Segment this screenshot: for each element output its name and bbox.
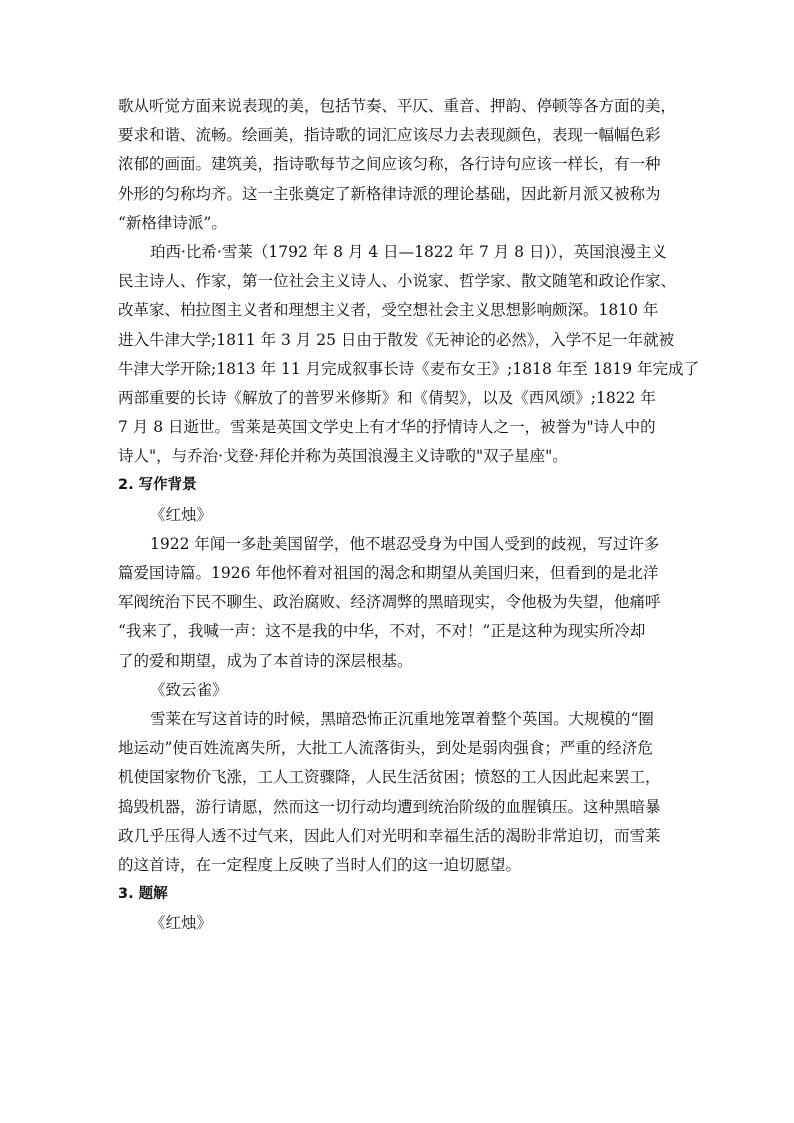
text-line: 浓郁的画面。建筑美，指诗歌每节之间应该匀称，各行诗句应该一样长，有一种 [118, 155, 661, 174]
text-line: 进入牛津大学;1811 年 3 月 25 日由于散发《无神论的必然》，入学不足一年就被 [118, 330, 675, 349]
paragraph-hongzhu-background [118, 530, 678, 676]
subtitle-hongzhu: 《红烛》 [150, 914, 213, 933]
subtitle-yunque: 《致云雀》 [150, 680, 228, 699]
text-line: 民主诗人、作家，第一位社会主义诗人、小说家、哲学家、散文随笔和政论作家、 [118, 272, 677, 291]
text-line: 雪莱在写这首诗的时候，黑暗恐怖正沉重地笼罩着整个英国。大规模的“圈 [150, 709, 654, 728]
paragraph-yunque-background [118, 705, 678, 880]
text-line: 政几乎压得人透不过气来，因此人们对光明和幸福生活的渴盼非常迫切，而雪莱 [118, 826, 661, 845]
text-line: 牛津大学开除;1813 年 11 月完成叙事长诗《麦布女王》;1818 年至 1819 年完成了 [118, 359, 700, 378]
text-line: 7 月 8 日逝世。雪莱是英国文学史上有才华的抒情诗人之一，被誉为"诗人中的 [118, 418, 656, 437]
subtitle-hongzhu: 《红烛》 [150, 505, 213, 524]
text-line: 捣毁机器，游行请愿，然而这一切行动均遭到统治阶级的血腥镇压。这种黑暗暴 [118, 797, 661, 816]
text-line: 改革家、柏拉图主义者和理想主义者，受空想社会主义思想影响颇深。1810 年 [118, 301, 659, 320]
document-page [118, 92, 700, 938]
text-line: 两部重要的长诗《解放了的普罗米修斯》和《倩契》，以及《西风颂》;1822 年 [118, 388, 656, 407]
section-heading-title-explanation: 3. 题解 [118, 886, 168, 903]
text-line: 外形的匀称均齐。这一主张奠定了新格律诗派的理论基础，因此新月派又被称为 [118, 184, 661, 203]
text-line: “新格律诗派”。 [118, 213, 227, 232]
text-line: “我来了，我喊一声：这不是我的中华，不对，不对！”正是这种为现实所冷却 [118, 622, 646, 641]
paragraph-shelley-biography [118, 238, 700, 472]
text-line: 的这首诗，在一定程度上反映了当时人们的这一迫切愿望。 [118, 855, 522, 874]
text-line: 了的爱和期望，成为了本首诗的深层根基。 [118, 651, 413, 670]
text-line: 1922 年闻一多赴美国留学，他不堪忍受身为中国人受到的歧视，写过许多 [150, 534, 660, 553]
paragraph-artistic-principles [118, 92, 678, 238]
text-line: 歌从听觉方面来说表现的美，包括节奏、平仄、重音、押韵、停顿等各方面的美， [118, 97, 677, 115]
text-line: 地运动”使百姓流离失所，大批工人流落街头，到处是弱肉强食；严重的经济危 [118, 739, 653, 758]
text-line: 军阀统治下民不聊生、政治腐败、经济凋弊的黑暗现实，令他极为失望，他痛呼 [118, 593, 661, 612]
section-heading-writing-background: 2. 写作背景 [118, 477, 197, 494]
text-line: 机使国家物价飞涨，工人工资骤降，人民生活贫困；愤怒的工人因此起来罢工， [118, 768, 661, 787]
text-line: 篇爱国诗篇。1926 年他怀着对祖国的渴念和期望从美国归来，但看到的是北洋 [118, 564, 659, 582]
text-line: 诗人"，与乔治·戈登·拜伦并称为英国浪漫主义诗歌的"双子星座"。 [118, 447, 568, 466]
text-line: 要求和谐、流畅。绘画美，指诗歌的词汇应该尽力去表现颜色，表现一幅幅色彩 [118, 126, 661, 145]
text-line: 珀西·比希·雪莱（1792 年 8 月 4 日—1822 年 7 月 8 日)），英国浪漫主义 [150, 242, 667, 261]
